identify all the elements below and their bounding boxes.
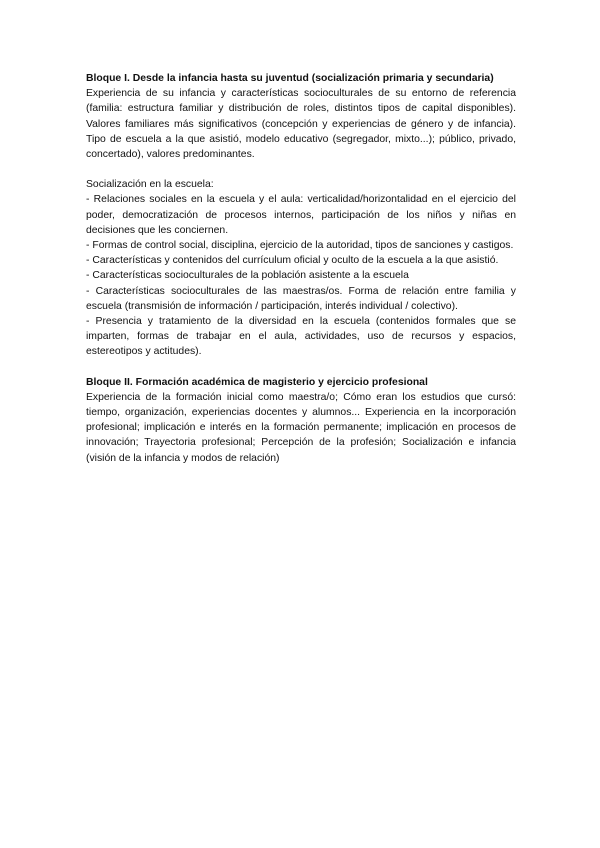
spacer: [86, 360, 516, 375]
block-1-heading: Bloque I. Desde la infancia hasta su juventud (socialización primaria y secundaria): [86, 73, 494, 84]
school-socialization-intro: Socialización en la escuela:: [86, 179, 214, 191]
list-item: - Formas de control social, disciplina, ejercicio de la autoridad, tipos de sanciones y castigos.: [86, 240, 514, 252]
list-item: - Características socioculturales de la población asistente a la escuela: [86, 270, 409, 282]
block-1-text: Experiencia de su infancia y características socioculturales de su entorno de referencia (familia: estructura familiar y distribución de roles, distintos tipos de capital disponibles). Valores familiares más significativos (concepción y experiencias de género y de infancia). Tipo de escuela a la que asistió, modelo educativo (segregador, mixto...); público, privado, concertado), valores predominantes.: [86, 88, 516, 161]
spacer: [86, 162, 516, 177]
school-socialization-list: [86, 192, 516, 359]
block-2-heading: Bloque II. Formación académica de magisterio y ejercicio profesional: [86, 376, 428, 388]
document-page: [86, 71, 516, 466]
list-item: - Características socioculturales de las maestras/os. Forma de relación entre familia y escuela (transmisión de información / participación, interés individual / colectivo).: [86, 285, 516, 312]
list-item: - Características y contenidos del currículum oficial y oculto de la escuela a la que asistió.: [86, 255, 499, 267]
list-item: - Presencia y tratamiento de la diversidad en la escuela (contenidos formales que se imparten, formas de trabajar en el aula, actividades, uso de recursos y espacios, estereotipos y actitudes).: [86, 316, 516, 358]
block-2-text: Experiencia de la formación inicial como maestra/o; Cómo eran los estudios que cursó: tiempo, organización, experiencias docentes y alumnos... Experiencia en la incorporación profesional; implicación e interés en la formación permanente; implicación en procesos de innovación; Trayectoria profesional; Percepción de la profesión; Socialización e infancia (visión de la infancia y modos de relación): [86, 391, 516, 464]
list-item: - Relaciones sociales en la escuela y el aula: verticalidad/horizontalidad en el ejercicio del poder, democratización de procesos internos, participación de los niños y niñas en decisiones que les conciernen.: [86, 194, 516, 236]
